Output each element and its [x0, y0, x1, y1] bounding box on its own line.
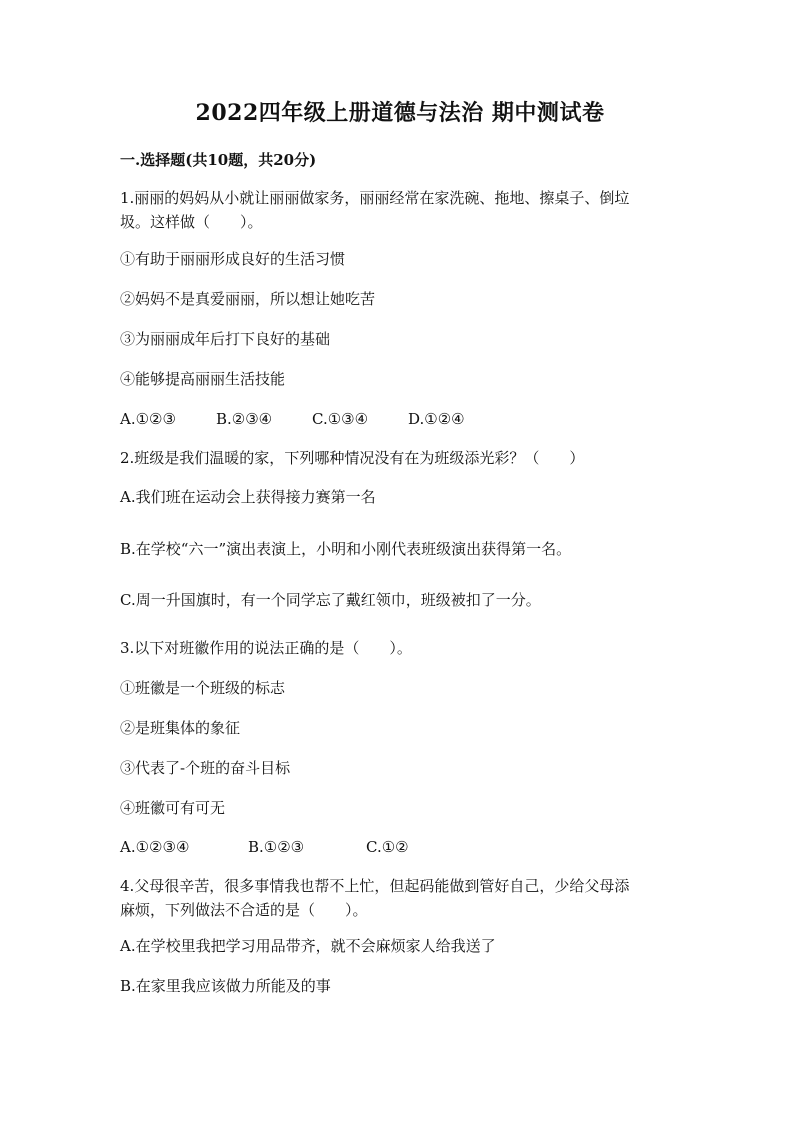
q4-option-a: A.在学校里我把学习用品带齐，就不会麻烦家人给我送了 [120, 937, 496, 955]
section-heading: 一.选择题(共10题，共20分) [120, 151, 317, 169]
q3-statement-2: ②是班集体的象征 [120, 719, 241, 737]
q1-option-c: C.①③④ [312, 410, 369, 428]
q1-option-d: D.①②④ [408, 410, 465, 428]
q1-statement-4: ④能够提高丽丽生活技能 [120, 370, 286, 388]
q2-option-a: A.我们班在运动会上获得接力赛第一名 [120, 488, 376, 506]
page-title: 2022四年级上册道德与法治 期中测试卷 [195, 100, 605, 126]
q1-stem-line1: 1.丽丽的妈妈从小就让丽丽做家务，丽丽经常在家洗碗、拖地、擦桌子、倒垃 [120, 189, 630, 207]
q3-statement-4: ④班徽可有可无 [120, 799, 226, 817]
q1-stem-line2: 圾。这样做（ ）。 [120, 213, 263, 231]
q3-stem: 3.以下对班徽作用的说法正确的是（ ）。 [120, 639, 412, 657]
q4-stem-line2: 麻烦，下列做法不合适的是（ ）。 [120, 901, 368, 919]
q1-options [120, 407, 680, 431]
q3-option-c: C.①② [366, 838, 409, 856]
q1-statement-3: ③为丽丽成年后打下良好的基础 [120, 330, 331, 348]
q3-option-b: B.①②③ [248, 838, 305, 856]
q2-option-b: B.在学校“六一”演出表演上，小明和小刚代表班级演出获得第一名。 [120, 540, 572, 558]
q2-option-c: C.周一升国旗时，有一个同学忘了戴红领巾，班级被扣了一分。 [120, 591, 541, 609]
q3-statement-1: ①班徽是一个班级的标志 [120, 679, 286, 697]
q1-statement-1: ①有助于丽丽形成良好的生活习惯 [120, 250, 346, 268]
q1-option-b: B.②③④ [216, 410, 273, 428]
q3-statement-3: ③代表了-个班的奋斗目标 [120, 759, 291, 777]
q1-statement-2: ②妈妈不是真爱丽丽，所以想让她吃苦 [120, 290, 376, 308]
q1-option-a: A.①②③ [120, 410, 176, 428]
q2-stem: 2.班级是我们温暖的家，下列哪种情况没有在为班级添光彩？（ ） [120, 449, 585, 467]
q3-options [120, 835, 680, 859]
q4-option-b: B.在家里我应该做力所能及的事 [120, 977, 331, 995]
q4-stem-line1: 4.父母很辛苦，很多事情我也帮不上忙，但起码能做到管好自己，少给父母添 [120, 877, 630, 895]
q3-option-a: A.①②③④ [120, 838, 190, 856]
